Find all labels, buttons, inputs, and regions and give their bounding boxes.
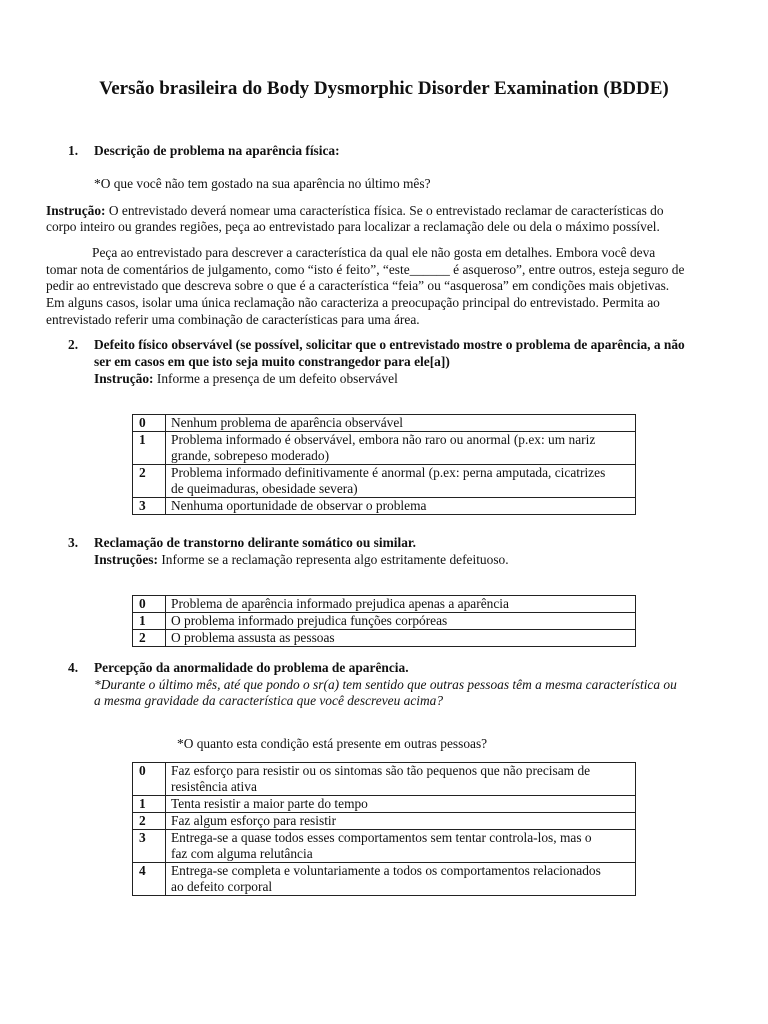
option-text: Tenta resistir a maior parte do tempo bbox=[166, 796, 636, 813]
section-1-heading-text: Descrição de problema na aparência física: bbox=[94, 143, 340, 158]
table-row bbox=[133, 498, 636, 515]
section-1-heading bbox=[68, 143, 340, 159]
section-1-paragraph-line-1: Peça ao entrevistado para descrever a característica da qual ele não gosta em detalhes. Embora você deva bbox=[92, 245, 656, 260]
table-row bbox=[133, 863, 636, 896]
section-1-instruction bbox=[46, 203, 664, 219]
section-4-options-table bbox=[132, 762, 636, 896]
option-text: Nenhuma oportunidade de observar o problema bbox=[166, 498, 636, 515]
table-row bbox=[133, 763, 636, 796]
option-text-line: ao defeito corporal bbox=[171, 879, 273, 894]
option-score: 1 bbox=[133, 432, 166, 465]
option-score: 2 bbox=[133, 813, 166, 830]
section-1-number: 1. bbox=[68, 143, 79, 158]
table-row bbox=[133, 813, 636, 830]
option-text: Problema de aparência informado prejudica apenas a aparência bbox=[166, 596, 636, 613]
option-text: Nenhum problema de aparência observável bbox=[166, 415, 636, 432]
section-4-number: 4. bbox=[68, 660, 79, 675]
option-score: 0 bbox=[133, 415, 166, 432]
option-text bbox=[166, 830, 636, 863]
option-score: 0 bbox=[133, 596, 166, 613]
section-2-options-table bbox=[132, 414, 636, 515]
table-row bbox=[133, 796, 636, 813]
option-text-line: Entrega-se a quase todos esses comportamentos sem tentar controla-los, mas o bbox=[171, 830, 592, 845]
option-text-line: grande, sobrepeso moderado) bbox=[171, 448, 330, 463]
section-4-italic-line-2: a mesma gravidade da característica que você descreveu acima? bbox=[94, 693, 444, 708]
section-1-paragraph-line-2: tomar nota de comentários de julgamento, como “isto é feito”, “este______ é asqueroso”, entre outros, esteja seguro de bbox=[46, 262, 685, 277]
option-text-line: Problema informado é observável, embora não raro ou anormal (p.ex: um nariz bbox=[171, 432, 596, 447]
option-text-line: Entrega-se completa e voluntariamente a todos os comportamentos relacionados bbox=[171, 863, 601, 878]
section-1-instruction-line-1: O entrevistado deverá nomear uma característica física. Se o entrevistado reclamar de características do bbox=[105, 203, 664, 218]
section-4-heading bbox=[68, 660, 409, 676]
option-text-line: resistência ativa bbox=[171, 779, 257, 794]
option-text: O problema informado prejudica funções corpóreas bbox=[166, 613, 636, 630]
section-2-instruction bbox=[94, 371, 398, 387]
section-3-heading-text: Reclamação de transtorno delirante somático ou similar. bbox=[94, 535, 416, 550]
section-4-question: *O quanto esta condição está presente em outras pessoas? bbox=[177, 736, 488, 751]
section-3-number: 3. bbox=[68, 535, 79, 550]
option-text bbox=[166, 465, 636, 498]
section-2-heading bbox=[68, 337, 685, 353]
section-2-instruction-label: Instrução: bbox=[94, 371, 154, 386]
section-1-paragraph-line-5: entrevistado referir uma combinação de características para uma área. bbox=[46, 312, 420, 327]
option-score: 2 bbox=[133, 630, 166, 647]
table-row bbox=[133, 613, 636, 630]
option-score: 1 bbox=[133, 613, 166, 630]
table-row bbox=[133, 830, 636, 863]
document-title: Versão brasileira do Body Dysmorphic Disorder Examination (BDDE) bbox=[99, 78, 669, 99]
table-row bbox=[133, 432, 636, 465]
option-score: 0 bbox=[133, 763, 166, 796]
option-text-line: faz com alguma relutância bbox=[171, 846, 313, 861]
option-text: Faz algum esforço para resistir bbox=[166, 813, 636, 830]
section-1-instruction-label: Instrução: bbox=[46, 203, 106, 218]
section-1-paragraph-line-4: Em alguns casos, isolar uma única reclamação não caracteriza a preocupação principal do entrevistado. Permita ao bbox=[46, 295, 660, 310]
section-4-heading-text: Percepção da anormalidade do problema de aparência. bbox=[94, 660, 409, 675]
option-text: O problema assusta as pessoas bbox=[166, 630, 636, 647]
option-score: 1 bbox=[133, 796, 166, 813]
option-score: 3 bbox=[133, 830, 166, 863]
section-2-heading-line-2: ser em casos em que isto seja muito constrangedor para ele[a]) bbox=[94, 354, 450, 369]
section-3-instruction-text: Informe se a reclamação representa algo estritamente defeituoso. bbox=[157, 552, 509, 567]
option-text bbox=[166, 763, 636, 796]
section-2-number: 2. bbox=[68, 337, 79, 352]
option-text-line: Faz esforço para resistir ou os sintomas são tão pequenos que não precisam de bbox=[171, 763, 591, 778]
section-2-instruction-text: Informe a presença de um defeito observável bbox=[153, 371, 398, 386]
section-3-instruction bbox=[94, 552, 509, 568]
section-3-options-table bbox=[132, 595, 636, 647]
table-row bbox=[133, 415, 636, 432]
section-4-italic-line-1: *Durante o último mês, até que pondo o sr(a) tem sentido que outras pessoas têm a mesma característica ou bbox=[94, 677, 677, 692]
section-1-question: *O que você não tem gostado na sua aparência no último mês? bbox=[94, 176, 431, 191]
section-3-instruction-label: Instruções: bbox=[94, 552, 158, 567]
option-score: 3 bbox=[133, 498, 166, 515]
table-row bbox=[133, 596, 636, 613]
section-2-heading-line-1: Defeito físico observável (se possível, solicitar que o entrevistado mostre o problema de aparência, a não bbox=[94, 337, 685, 352]
section-1-paragraph-line-3: pedir ao entrevistado que descreva sobre o que é a característica “feia” ou “asquerosa” em condições mais objetivas. bbox=[46, 278, 670, 293]
option-text bbox=[166, 432, 636, 465]
option-score: 4 bbox=[133, 863, 166, 896]
table-row bbox=[133, 465, 636, 498]
option-score: 2 bbox=[133, 465, 166, 498]
section-1-instruction-line-2: corpo inteiro ou grandes regiões, peça ao entrevistado para localizar a reclamação dele ou dela o máximo possível. bbox=[46, 219, 660, 234]
option-text bbox=[166, 863, 636, 896]
option-text-line: de queimaduras, obesidade severa) bbox=[171, 481, 358, 496]
table-row bbox=[133, 630, 636, 647]
section-3-heading bbox=[68, 535, 416, 551]
option-text-line: Problema informado definitivamente é anormal (p.ex: perna amputada, cicatrizes bbox=[171, 465, 606, 480]
